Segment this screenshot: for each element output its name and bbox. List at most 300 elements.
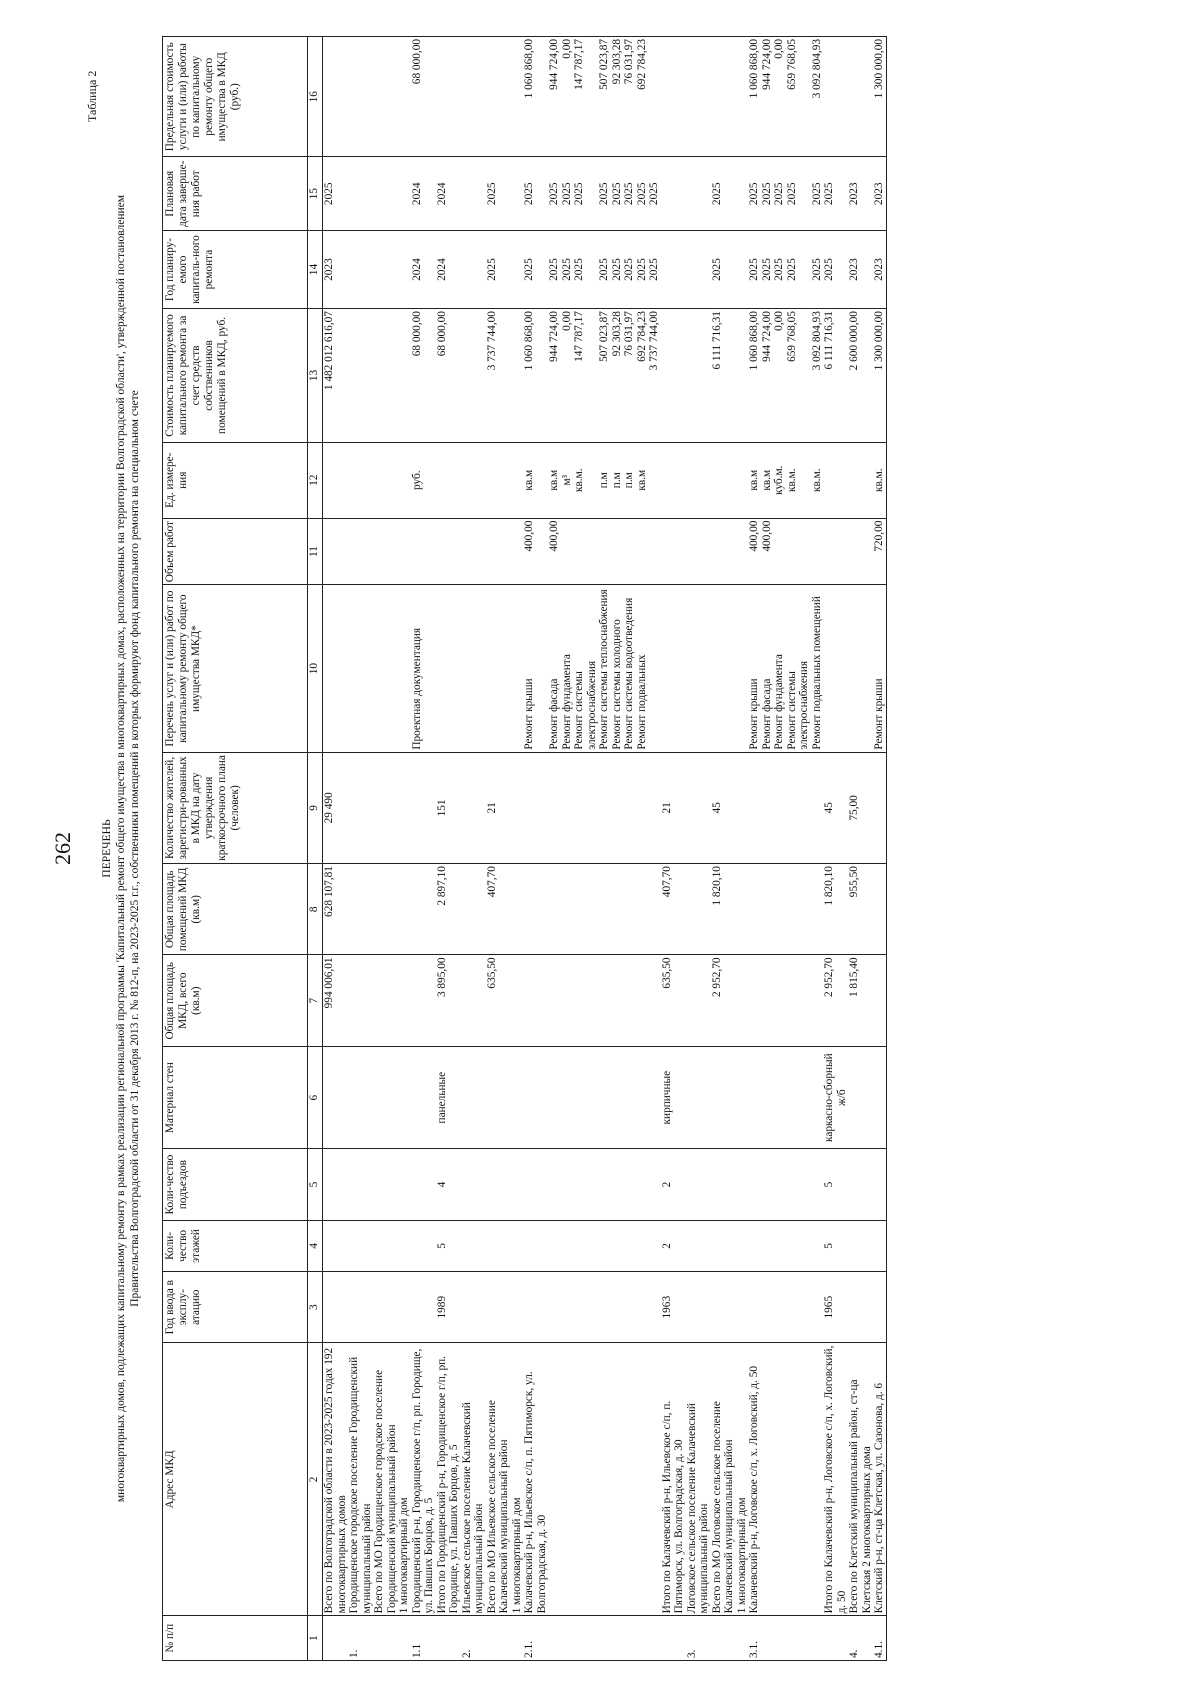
cell-number bbox=[661, 1616, 686, 1661]
table-row bbox=[711, 37, 749, 1661]
cell-address: Логовское сельское поселение Калачевский муниципальный район bbox=[686, 1343, 711, 1616]
cell-premises-area bbox=[348, 864, 373, 955]
cell-premises-area bbox=[686, 864, 711, 955]
cell-unit bbox=[323, 442, 349, 518]
cell-cost bbox=[661, 309, 686, 443]
cell-entrances bbox=[486, 1149, 524, 1220]
cell-number bbox=[611, 1616, 624, 1661]
cell-year-built bbox=[811, 1272, 824, 1343]
cell-number bbox=[598, 1616, 611, 1661]
cell-cost: 6 111 716,31 bbox=[711, 309, 749, 443]
cell-premises-area bbox=[623, 864, 636, 955]
cell-floors bbox=[348, 1220, 373, 1271]
cell-premises-area: 955,50 bbox=[848, 864, 873, 955]
cell-plan-year bbox=[348, 231, 373, 309]
cell-floors bbox=[548, 1220, 598, 1271]
cell-total-area bbox=[461, 955, 486, 1046]
table-row bbox=[623, 37, 636, 1661]
cell-entrances bbox=[636, 1149, 661, 1220]
cell-max-cost bbox=[323, 37, 349, 157]
cell-plan-date bbox=[373, 157, 411, 231]
cell-year-built: 1963 bbox=[661, 1272, 686, 1343]
table-row bbox=[611, 37, 624, 1661]
cell-works: Ремонт системы водоотведения bbox=[623, 585, 636, 752]
cell-plan-year: 2025 bbox=[811, 231, 824, 309]
cell-wall-material bbox=[711, 1046, 749, 1149]
cell-max-cost: 1 060 868,00 bbox=[523, 37, 548, 157]
cell-floors: 2 bbox=[661, 1220, 686, 1271]
cell-entrances bbox=[711, 1149, 749, 1220]
cell-year-built bbox=[323, 1272, 349, 1343]
col-header-9: Количество жителей, зарегистри-рованных в МКД на дату утверждения краткосрочного плана (человек) bbox=[163, 752, 308, 863]
cell-floors bbox=[611, 1220, 624, 1271]
cell-total-area: 994 006,01 bbox=[323, 955, 349, 1046]
cell-cost: 1 060 868,00 bbox=[523, 309, 548, 443]
cell-total-area bbox=[411, 955, 436, 1046]
cell-year-built bbox=[411, 1272, 436, 1343]
cell-cost bbox=[686, 309, 711, 443]
cell-number: 4. bbox=[848, 1616, 873, 1661]
table-row bbox=[461, 37, 486, 1661]
cell-premises-area: 1 820,10 bbox=[823, 864, 848, 955]
col-number: 3 bbox=[308, 1272, 323, 1343]
cell-residents bbox=[548, 752, 598, 863]
cell-unit bbox=[486, 442, 524, 518]
cell-unit bbox=[661, 442, 686, 518]
cell-year-built bbox=[461, 1272, 486, 1343]
cell-number: 2.1. bbox=[523, 1616, 548, 1661]
cell-works: Ремонт системы холодного bbox=[611, 585, 624, 752]
cell-number bbox=[436, 1616, 461, 1661]
cell-works bbox=[848, 585, 873, 752]
cell-residents bbox=[811, 752, 824, 863]
table-row bbox=[348, 37, 373, 1661]
cell-max-cost: 68 000,00 bbox=[411, 37, 436, 157]
cell-works: Ремонт крыши Ремонт фасада Ремонт фундамента Ремонт системы электроснабжения bbox=[748, 585, 811, 752]
cell-volume bbox=[598, 518, 611, 585]
cell-residents bbox=[598, 752, 611, 863]
col-header-11: Объем работ bbox=[163, 518, 308, 585]
cell-works bbox=[461, 585, 486, 752]
col-header-14: Год планиру-емого капиталь-ного ремонта bbox=[163, 231, 308, 309]
col-number: 9 bbox=[308, 752, 323, 863]
cell-cost: 3 092 804,93 bbox=[811, 309, 824, 443]
cell-max-cost: 944 724,00 0,00 147 787,17 bbox=[548, 37, 598, 157]
cell-residents: 45 bbox=[823, 752, 848, 863]
cell-plan-date: 2025 bbox=[811, 157, 824, 231]
cell-address: Ильевское сельское поселение Калачевский муниципальный район bbox=[461, 1343, 486, 1616]
cell-cost bbox=[373, 309, 411, 443]
cell-total-area: 3 895,00 bbox=[436, 955, 461, 1046]
cell-number: 1. bbox=[348, 1616, 373, 1661]
cell-unit: кв.м. bbox=[811, 442, 824, 518]
cell-residents bbox=[686, 752, 711, 863]
cell-plan-date: 2023 bbox=[873, 157, 886, 231]
cell-unit bbox=[373, 442, 411, 518]
cell-max-cost: 1 060 868,00 944 724,00 0,00 659 768,05 bbox=[748, 37, 811, 157]
cell-unit bbox=[848, 442, 873, 518]
col-number: 11 bbox=[308, 518, 323, 585]
cell-floors bbox=[873, 1220, 886, 1271]
col-header-3: Год ввода в эксплу-атацию bbox=[163, 1272, 308, 1343]
cell-address bbox=[611, 1343, 624, 1616]
cell-wall-material bbox=[348, 1046, 373, 1149]
table-row bbox=[323, 37, 349, 1661]
cell-number bbox=[373, 1616, 411, 1661]
cell-works: Ремонт подвальных bbox=[636, 585, 661, 752]
cell-max-cost bbox=[711, 37, 749, 157]
cell-premises-area bbox=[873, 864, 886, 955]
col-header-15: Плановая дата заверше-ния работ bbox=[163, 157, 308, 231]
cell-entrances bbox=[548, 1149, 598, 1220]
cell-residents bbox=[461, 752, 486, 863]
cell-volume bbox=[411, 518, 436, 585]
table-row bbox=[598, 37, 611, 1661]
cell-cost bbox=[348, 309, 373, 443]
cell-total-area bbox=[623, 955, 636, 1046]
cell-unit bbox=[461, 442, 486, 518]
cell-plan-date: 2025 2025 2025 2025 bbox=[748, 157, 811, 231]
cell-volume bbox=[348, 518, 373, 585]
cell-plan-year bbox=[686, 231, 711, 309]
cell-works: Проектная документация bbox=[411, 585, 436, 752]
col-header-1: № п/п bbox=[163, 1616, 308, 1661]
cell-number: 1.1 bbox=[411, 1616, 436, 1661]
cell-max-cost bbox=[661, 37, 686, 157]
cell-residents bbox=[873, 752, 886, 863]
cell-plan-year bbox=[373, 231, 411, 309]
col-header-7: Общая площадь МКД, всего (кв.м) bbox=[163, 955, 308, 1046]
cell-year-built: 1989 bbox=[436, 1272, 461, 1343]
cell-plan-date: 2025 bbox=[523, 157, 548, 231]
cell-entrances bbox=[461, 1149, 486, 1220]
cell-total-area bbox=[811, 955, 824, 1046]
cell-address: Клетский р-н, ст-ца Клетская, ул. Сазонова, д. 6 bbox=[873, 1343, 886, 1616]
col-number: 12 bbox=[308, 442, 323, 518]
cell-plan-year bbox=[661, 231, 686, 309]
cell-floors bbox=[748, 1220, 811, 1271]
table-row bbox=[823, 37, 848, 1661]
cell-residents bbox=[636, 752, 661, 863]
cell-year-built bbox=[486, 1272, 524, 1343]
cell-year-built: 1965 bbox=[823, 1272, 848, 1343]
cell-year-built bbox=[348, 1272, 373, 1343]
table-row bbox=[873, 37, 886, 1661]
cell-cost: 92 303,28 bbox=[611, 309, 624, 443]
cell-wall-material bbox=[611, 1046, 624, 1149]
cell-number: 3.1. bbox=[748, 1616, 811, 1661]
cell-wall-material: панельные bbox=[436, 1046, 461, 1149]
cell-plan-year: 2025 bbox=[598, 231, 611, 309]
cell-year-built bbox=[611, 1272, 624, 1343]
cell-plan-year: 2024 bbox=[436, 231, 461, 309]
cell-floors bbox=[711, 1220, 749, 1271]
cell-residents bbox=[611, 752, 624, 863]
cell-number bbox=[711, 1616, 749, 1661]
cell-address: Калачевский р-н, Ильевское с/п, п. Пятиморск, ул. Волгоградская, д. 30 bbox=[523, 1343, 548, 1616]
cell-address: Калачевский р-н, Логовское с/п, х. Логовский, д. 50 bbox=[748, 1343, 811, 1616]
cell-floors bbox=[623, 1220, 636, 1271]
cell-total-area: 2 952,70 bbox=[711, 955, 749, 1046]
cell-entrances bbox=[348, 1149, 373, 1220]
cell-entrances bbox=[623, 1149, 636, 1220]
cell-cost: 2 600 000,00 bbox=[848, 309, 873, 443]
cell-floors bbox=[636, 1220, 661, 1271]
cell-plan-date: 2025 2025 bbox=[636, 157, 661, 231]
cell-year-built bbox=[523, 1272, 548, 1343]
cell-address: Всего по Клетский муниципальный район, ст-ца Клетская 2 многоквартирных дома bbox=[848, 1343, 873, 1616]
cell-plan-date bbox=[661, 157, 686, 231]
col-number: 2 bbox=[308, 1343, 323, 1616]
cell-total-area bbox=[686, 955, 711, 1046]
col-number: 13 bbox=[308, 309, 323, 443]
cell-address bbox=[598, 1343, 611, 1616]
cell-wall-material bbox=[323, 1046, 349, 1149]
cell-floors: 5 bbox=[436, 1220, 461, 1271]
cell-plan-year: 2025 2025 2025 bbox=[548, 231, 598, 309]
table-row bbox=[811, 37, 824, 1661]
table-row bbox=[686, 37, 711, 1661]
cell-cost: 1 060 868,00 944 724,00 0,00 659 768,05 bbox=[748, 309, 811, 443]
cell-volume bbox=[373, 518, 411, 585]
cell-wall-material bbox=[486, 1046, 524, 1149]
col-number: 14 bbox=[308, 231, 323, 309]
cell-plan-year bbox=[461, 231, 486, 309]
cell-unit: кв.м bbox=[636, 442, 661, 518]
col-number: 8 bbox=[308, 864, 323, 955]
cell-max-cost: 92 303,28 bbox=[611, 37, 624, 157]
cell-max-cost: 76 031,97 bbox=[623, 37, 636, 157]
houses-table bbox=[162, 36, 887, 1661]
cell-year-built bbox=[686, 1272, 711, 1343]
cell-wall-material bbox=[411, 1046, 436, 1149]
cell-address bbox=[623, 1343, 636, 1616]
page-number: 262 bbox=[50, 832, 75, 865]
cell-year-built bbox=[623, 1272, 636, 1343]
cell-premises-area bbox=[748, 864, 811, 955]
header-row bbox=[163, 37, 308, 1661]
cell-plan-year: 2025 2025 bbox=[636, 231, 661, 309]
cell-wall-material bbox=[548, 1046, 598, 1149]
cell-volume bbox=[436, 518, 461, 585]
cell-wall-material bbox=[598, 1046, 611, 1149]
cell-premises-area bbox=[411, 864, 436, 955]
cell-premises-area bbox=[598, 864, 611, 955]
cell-year-built bbox=[711, 1272, 749, 1343]
cell-max-cost bbox=[486, 37, 524, 157]
cell-unit bbox=[436, 442, 461, 518]
cell-total-area bbox=[373, 955, 411, 1046]
cell-floors bbox=[523, 1220, 548, 1271]
cell-volume bbox=[711, 518, 749, 585]
cell-address: Итого по Калачевский р-н, Ильевское с/п, п. Пятиморск, ул. Волгоградская, д. 30 bbox=[661, 1343, 686, 1616]
cell-volume bbox=[636, 518, 661, 585]
cell-total-area: 635,50 bbox=[486, 955, 524, 1046]
cell-wall-material bbox=[811, 1046, 824, 1149]
cell-number: 2. bbox=[461, 1616, 486, 1661]
cell-plan-date: 2024 bbox=[411, 157, 436, 231]
cell-plan-year: 2025 bbox=[823, 231, 848, 309]
heading-title: ПЕРЕЧЕНЬ bbox=[101, 819, 113, 878]
cell-cost: 507 023,87 bbox=[598, 309, 611, 443]
cell-residents: 21 bbox=[486, 752, 524, 863]
cell-works bbox=[323, 585, 349, 752]
cell-floors bbox=[811, 1220, 824, 1271]
cell-premises-area bbox=[548, 864, 598, 955]
cell-max-cost bbox=[823, 37, 848, 157]
table-row bbox=[636, 37, 661, 1661]
cell-wall-material bbox=[623, 1046, 636, 1149]
cell-wall-material: кирпичные bbox=[661, 1046, 686, 1149]
cell-plan-year: 2023 bbox=[848, 231, 873, 309]
cell-max-cost bbox=[461, 37, 486, 157]
cell-floors bbox=[848, 1220, 873, 1271]
cell-wall-material: каркасно-сборный ж/б bbox=[823, 1046, 848, 1149]
table-row bbox=[373, 37, 411, 1661]
cell-volume bbox=[686, 518, 711, 585]
cell-entrances: 4 bbox=[436, 1149, 461, 1220]
cell-floors bbox=[373, 1220, 411, 1271]
cell-total-area bbox=[748, 955, 811, 1046]
table-row bbox=[848, 37, 873, 1661]
cell-premises-area: 628 107,81 bbox=[323, 864, 349, 955]
cell-year-built bbox=[848, 1272, 873, 1343]
cell-floors bbox=[323, 1220, 349, 1271]
cell-plan-date: 2025 bbox=[486, 157, 524, 231]
cell-plan-date: 2024 bbox=[436, 157, 461, 231]
cell-plan-year: 2025 bbox=[611, 231, 624, 309]
cell-number bbox=[811, 1616, 824, 1661]
cell-wall-material bbox=[848, 1046, 873, 1149]
cell-plan-date bbox=[686, 157, 711, 231]
cell-entrances bbox=[848, 1149, 873, 1220]
cell-works bbox=[686, 585, 711, 752]
cell-residents bbox=[623, 752, 636, 863]
cell-cost: 944 724,00 0,00 147 787,17 bbox=[548, 309, 598, 443]
cell-wall-material bbox=[523, 1046, 548, 1149]
cell-plan-year: 2025 bbox=[523, 231, 548, 309]
col-number: 15 bbox=[308, 157, 323, 231]
cell-total-area bbox=[873, 955, 886, 1046]
cell-cost: 68 000,00 bbox=[436, 309, 461, 443]
cell-plan-year: 2025 bbox=[623, 231, 636, 309]
col-number: 16 bbox=[308, 37, 323, 157]
cell-volume bbox=[811, 518, 824, 585]
table-row bbox=[661, 37, 686, 1661]
cell-number bbox=[636, 1616, 661, 1661]
cell-works bbox=[711, 585, 749, 752]
cell-residents bbox=[373, 752, 411, 863]
cell-works bbox=[823, 585, 848, 752]
table-row bbox=[548, 37, 598, 1661]
col-header-10: Перечень услуг и (или) работ по капитальному ремонту общего имущества МКД* bbox=[163, 585, 308, 752]
cell-floors bbox=[486, 1220, 524, 1271]
cell-cost: 1 300 000,00 bbox=[873, 309, 886, 443]
cell-plan-date: 2023 bbox=[848, 157, 873, 231]
cell-total-area bbox=[611, 955, 624, 1046]
cell-address bbox=[811, 1343, 824, 1616]
cell-plan-date: 2025 bbox=[623, 157, 636, 231]
cell-cost bbox=[461, 309, 486, 443]
cell-total-area bbox=[348, 955, 373, 1046]
cell-plan-year: 2023 bbox=[873, 231, 886, 309]
cell-max-cost: 507 023,87 bbox=[598, 37, 611, 157]
cell-year-built bbox=[873, 1272, 886, 1343]
cell-volume bbox=[623, 518, 636, 585]
cell-works: Ремонт крыши bbox=[523, 585, 548, 752]
cell-max-cost bbox=[436, 37, 461, 157]
cell-premises-area bbox=[611, 864, 624, 955]
col-header-13: Стоимость планируемого капитального ремонта за счет средств собственников помещений в МКД, руб. bbox=[163, 309, 308, 443]
cell-premises-area: 407,70 bbox=[486, 864, 524, 955]
cell-wall-material bbox=[686, 1046, 711, 1149]
cell-volume bbox=[323, 518, 349, 585]
cell-works bbox=[436, 585, 461, 752]
cell-volume: 400,00 bbox=[548, 518, 598, 585]
cell-residents bbox=[523, 752, 548, 863]
cell-volume bbox=[823, 518, 848, 585]
col-header-6: Материал стен bbox=[163, 1046, 308, 1149]
cell-entrances bbox=[611, 1149, 624, 1220]
cell-premises-area bbox=[461, 864, 486, 955]
cell-volume bbox=[611, 518, 624, 585]
col-number: 10 bbox=[308, 585, 323, 752]
column-number-row bbox=[308, 37, 323, 1661]
cell-cost: 3 737 744,00 bbox=[486, 309, 524, 443]
cell-wall-material bbox=[373, 1046, 411, 1149]
cell-volume: 720,00 bbox=[873, 518, 886, 585]
cell-year-built bbox=[748, 1272, 811, 1343]
cell-address: Итого по Городищенский р-н, Городищенское г/п, рп. Городище, ул. Павших Борцов, д. 5 bbox=[436, 1343, 461, 1616]
cell-plan-date: 2025 bbox=[611, 157, 624, 231]
cell-entrances bbox=[873, 1149, 886, 1220]
cell-works: Ремонт системы теплоснабжения bbox=[598, 585, 611, 752]
cell-residents: 45 bbox=[711, 752, 749, 863]
col-header-5: Коли-чество подъездов bbox=[163, 1149, 308, 1220]
cell-volume: 400,00 bbox=[523, 518, 548, 585]
cell-premises-area: 1 820,10 bbox=[711, 864, 749, 955]
cell-works bbox=[348, 585, 373, 752]
cell-wall-material bbox=[873, 1046, 886, 1149]
cell-plan-year: 2025 bbox=[486, 231, 524, 309]
cell-plan-date: 2025 2025 2025 bbox=[548, 157, 598, 231]
cell-wall-material bbox=[748, 1046, 811, 1149]
cell-year-built bbox=[373, 1272, 411, 1343]
cell-total-area bbox=[598, 955, 611, 1046]
col-header-16: Предельная стоимость услуги и (или) работы по капитальному ремонту общего имущества в МКД (руб.) bbox=[163, 37, 308, 157]
cell-year-built bbox=[636, 1272, 661, 1343]
cell-plan-year: 2024 bbox=[411, 231, 436, 309]
cell-number: 4.1. bbox=[873, 1616, 886, 1661]
cell-residents: 151 bbox=[436, 752, 461, 863]
cell-residents bbox=[411, 752, 436, 863]
cell-plan-date: 2025 bbox=[323, 157, 349, 231]
table-row bbox=[436, 37, 461, 1661]
cell-address: Всего по МО Городищенское городское поселение Городищенский муниципальный район 1 многоквартирный дом bbox=[373, 1343, 411, 1616]
cell-total-area: 2 952,70 bbox=[823, 955, 848, 1046]
cell-premises-area bbox=[811, 864, 824, 955]
cell-unit: п.м bbox=[611, 442, 624, 518]
cell-volume bbox=[486, 518, 524, 585]
cell-volume bbox=[461, 518, 486, 585]
cell-plan-year: 2023 bbox=[323, 231, 349, 309]
cell-plan-date bbox=[461, 157, 486, 231]
cell-unit bbox=[711, 442, 749, 518]
cell-residents bbox=[748, 752, 811, 863]
cell-address: Всего по Волгоградской области в 2023-2025 годах 192 многоквартирных домов bbox=[323, 1343, 349, 1616]
cell-entrances bbox=[523, 1149, 548, 1220]
cell-address: Итого по Калачевский р-н, Логовское с/п, х. Логовский, д. 50 bbox=[823, 1343, 848, 1616]
